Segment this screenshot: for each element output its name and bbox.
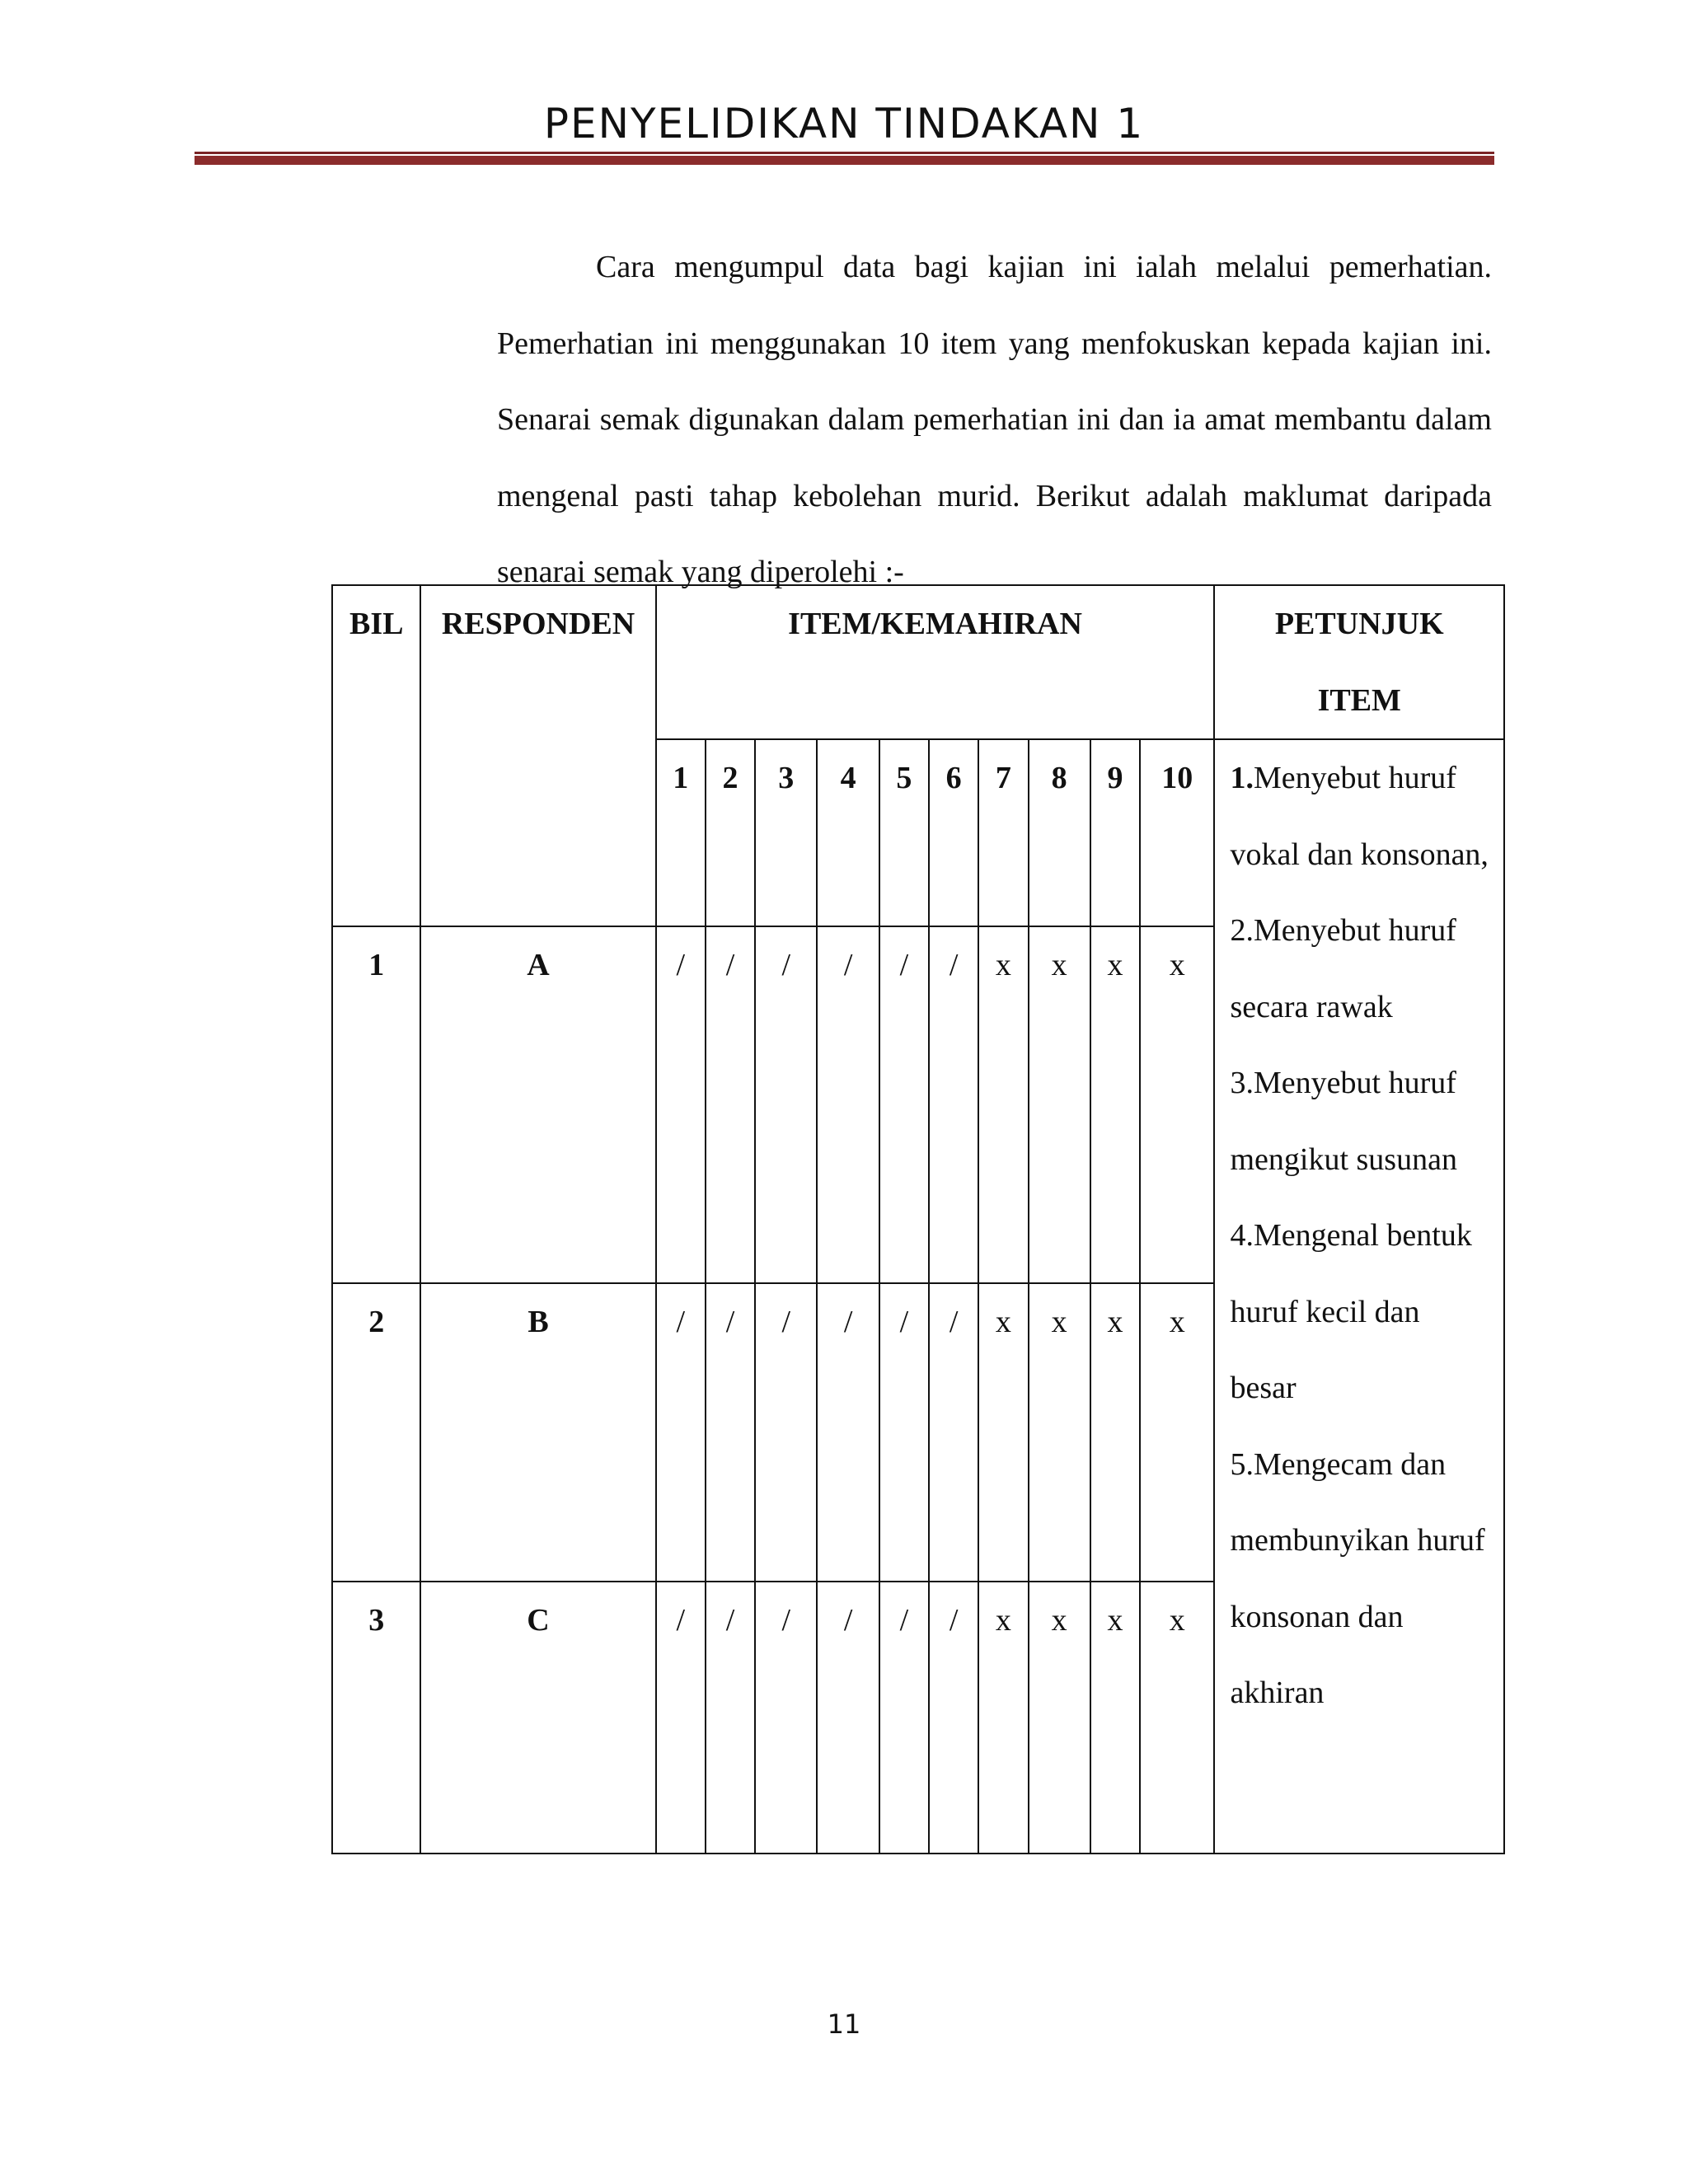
- mark-cell: /: [929, 1582, 978, 1854]
- mark-cell: /: [755, 1283, 817, 1582]
- item-number: 5: [879, 739, 929, 926]
- mark-cell: x: [1029, 926, 1090, 1283]
- row-responden: C: [420, 1582, 655, 1854]
- mark-cell: /: [879, 1283, 929, 1582]
- mark-cell: /: [817, 1582, 879, 1854]
- mark-cell: x: [1140, 1582, 1214, 1854]
- header-rule-thin: [195, 152, 1494, 154]
- page-number: 11: [827, 2008, 861, 2040]
- header-bil: BIL: [332, 585, 420, 926]
- item-number: 10: [1140, 739, 1214, 926]
- item-number: 6: [929, 739, 978, 926]
- mark-cell: /: [755, 1582, 817, 1854]
- petunjuk-item-list: [1214, 739, 1504, 1854]
- row-responden: A: [420, 926, 655, 1283]
- mark-cell: x: [1029, 1283, 1090, 1582]
- item-number: 9: [1090, 739, 1140, 926]
- mark-cell: /: [879, 926, 929, 1283]
- row-responden: B: [420, 1283, 655, 1582]
- mark-cell: x: [1090, 1582, 1140, 1854]
- mark-cell: x: [1090, 926, 1140, 1283]
- mark-cell: x: [1090, 1283, 1140, 1582]
- mark-cell: x: [1140, 1283, 1214, 1582]
- mark-cell: /: [656, 1283, 706, 1582]
- mark-cell: /: [656, 1582, 706, 1854]
- mark-cell: /: [929, 1283, 978, 1582]
- row-bil: 1: [332, 926, 420, 1283]
- petunjuk-item-2: 2.Menyebut huruf secara rawak: [1230, 913, 1456, 1024]
- mark-cell: /: [706, 926, 755, 1283]
- page-header-title: PENYELIDIKAN TINDAKAN 1: [543, 100, 1145, 148]
- item-number: 2: [706, 739, 755, 926]
- mark-cell: /: [817, 1283, 879, 1582]
- header-responden: RESPONDEN: [420, 585, 655, 926]
- mark-cell: x: [1029, 1582, 1090, 1854]
- petunjuk-item-3: 3.Menyebut huruf mengikut susunan: [1230, 1066, 1457, 1177]
- body-paragraph: Cara mengumpul data bagi kajian ini ialah melalui pemerhatian. Pemerhatian ini menggunakan 10 item yang menfokuskan kepada kajian ini. Senarai semak digunakan dalam pemerhatian ini dan ia amat membantu dalam mengenal pasti tahap kebolehan murid. Berikut adalah maklumat daripada senarai semak yang diperolehi :-: [497, 250, 1492, 589]
- mark-cell: /: [755, 926, 817, 1283]
- mark-cell: /: [706, 1283, 755, 1582]
- checklist-table: [331, 584, 1505, 1854]
- row-bil: 2: [332, 1283, 420, 1582]
- petunjuk-item-1: 1.Menyebut huruf vokal dan konsonan,: [1230, 761, 1489, 872]
- item-number: 3: [755, 739, 817, 926]
- mark-cell: /: [817, 926, 879, 1283]
- header-petunjuk-item: PETUNJUK ITEM: [1214, 585, 1504, 739]
- mark-cell: x: [978, 926, 1028, 1283]
- petunjuk-item-4: 4.Mengenal bentuk huruf kecil dan besar: [1230, 1218, 1472, 1405]
- mark-cell: x: [978, 1283, 1028, 1582]
- mark-cell: x: [978, 1582, 1028, 1854]
- mark-cell: /: [656, 926, 706, 1283]
- header-item-kemahiran: ITEM/KEMAHIRAN: [656, 585, 1215, 739]
- mark-cell: /: [929, 926, 978, 1283]
- mark-cell: /: [706, 1582, 755, 1854]
- item-number: 8: [1029, 739, 1090, 926]
- petunjuk-item-5: 5.Mengecam dan membunyikan huruf konsonan dan akhiran: [1230, 1446, 1485, 1710]
- mark-cell: /: [879, 1582, 929, 1854]
- row-bil: 3: [332, 1582, 420, 1854]
- item-number: 4: [817, 739, 879, 926]
- header-rule-thick: [195, 156, 1494, 165]
- item-number: 1: [656, 739, 706, 926]
- mark-cell: x: [1140, 926, 1214, 1283]
- item-number: 7: [978, 739, 1028, 926]
